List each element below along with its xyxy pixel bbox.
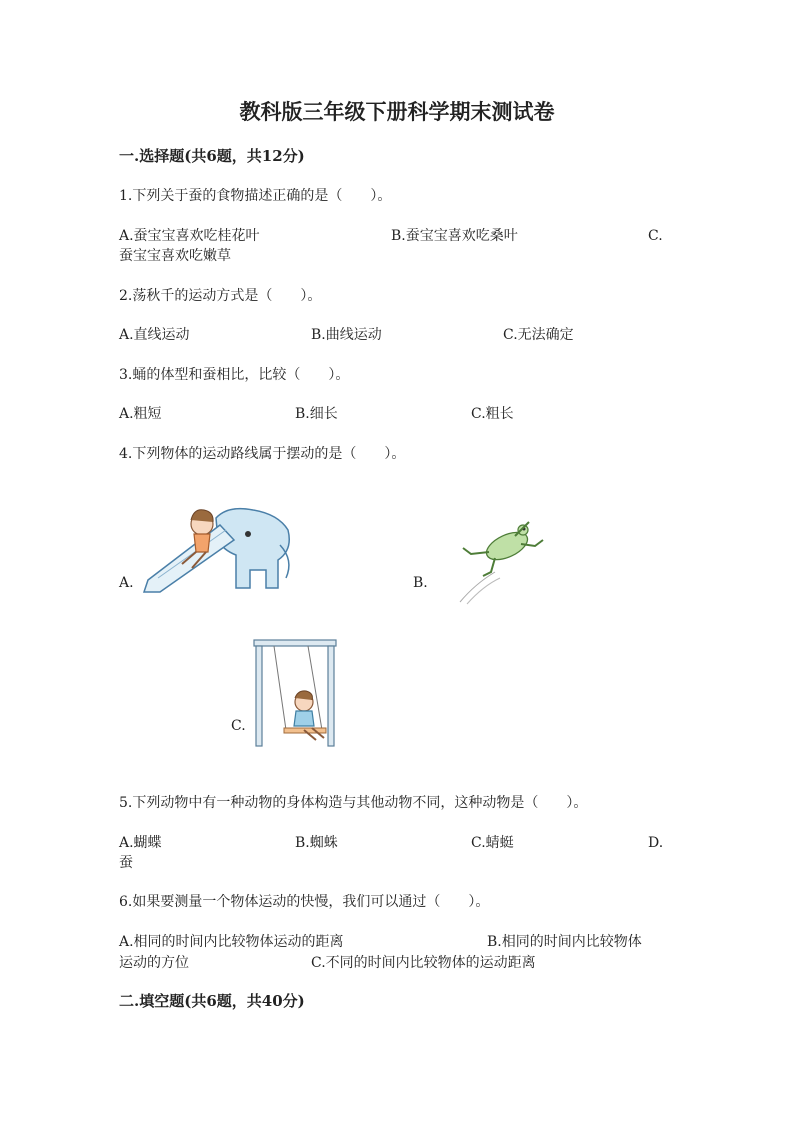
section-choice-heading: 一.选择题(共6题，共12分) bbox=[119, 147, 305, 165]
question-4-option-a-label: A. bbox=[119, 575, 134, 591]
question-6-option-c: C.不同的时间内比较物体的运动距离 bbox=[311, 955, 536, 971]
question-5-option-d-label: D. bbox=[648, 835, 664, 851]
question-3-option-b: B.细长 bbox=[295, 406, 338, 422]
question-2-stem: 2.荡秋千的运动方式是（ ）。 bbox=[119, 288, 322, 304]
question-4-option-b-label: B. bbox=[413, 575, 428, 591]
question-1-option-c-label: C. bbox=[648, 228, 663, 244]
section-fill-heading: 二.填空题(共6题，共40分) bbox=[119, 992, 305, 1010]
question-6-option-b-text: 运动的方位 bbox=[119, 955, 189, 971]
slide-elephant-illustration bbox=[138, 500, 298, 600]
question-5-option-a: A.蝴蝶 bbox=[119, 835, 162, 851]
question-1-stem: 1.下列关于蚕的食物描述正确的是（ ）。 bbox=[119, 188, 392, 204]
question-3-option-c: C.粗长 bbox=[471, 406, 514, 422]
question-1-option-a: A.蚕宝宝喜欢吃桂花叶 bbox=[119, 228, 260, 244]
question-4-option-c-label: C. bbox=[231, 718, 246, 734]
page-title: 教科版三年级下册科学期末测试卷 bbox=[239, 99, 555, 124]
question-4-stem: 4.下列物体的运动路线属于摆动的是（ ）。 bbox=[119, 446, 406, 462]
question-3-option-a: A.粗短 bbox=[119, 406, 162, 422]
question-1-option-b: B.蚕宝宝喜欢吃桑叶 bbox=[391, 228, 518, 244]
question-6-option-a: A.相同的时间内比较物体运动的距离 bbox=[119, 934, 344, 950]
question-5-option-d-text: 蚕 bbox=[119, 855, 133, 871]
jumping-frog-illustration bbox=[455, 514, 550, 609]
question-5-stem: 5.下列动物中有一种动物的身体构造与其他动物不同，这种动物是（ ）。 bbox=[119, 795, 588, 811]
question-1-option-c-text: 蚕宝宝喜欢吃嫩草 bbox=[119, 248, 231, 264]
question-2-option-a: A.直线运动 bbox=[119, 327, 190, 343]
question-5-option-c: C.蜻蜓 bbox=[471, 835, 514, 851]
question-3-stem: 3.蛹的体型和蚕相比，比较（ ）。 bbox=[119, 367, 350, 383]
swing-illustration bbox=[252, 638, 342, 750]
question-2-option-c: C.无法确定 bbox=[503, 327, 574, 343]
question-6-option-b-label: B.相同的时间内比较物体 bbox=[487, 934, 642, 950]
question-5-option-b: B.蜘蛛 bbox=[295, 835, 338, 851]
question-2-option-b: B.曲线运动 bbox=[311, 327, 382, 343]
question-6-stem: 6.如果要测量一个物体运动的快慢，我们可以通过（ ）。 bbox=[119, 894, 490, 910]
